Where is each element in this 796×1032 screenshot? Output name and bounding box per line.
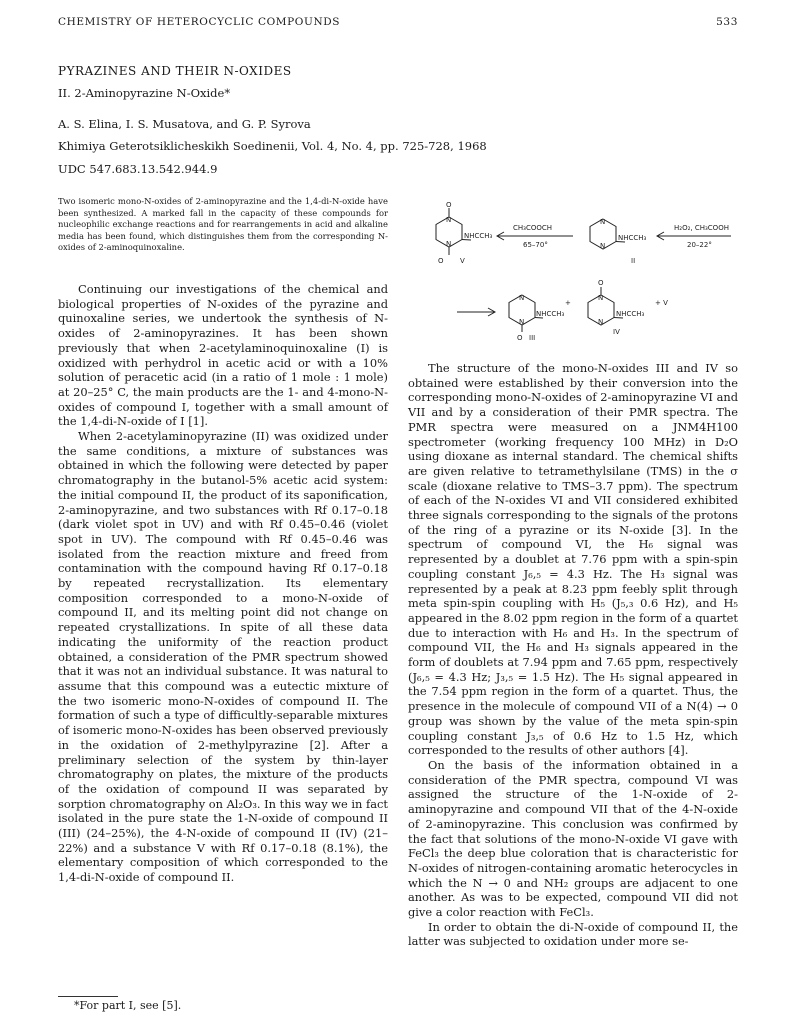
nitrogen-IV-1: N xyxy=(598,294,604,302)
label-II: II xyxy=(631,257,636,265)
arrow1-reagent: CH₃COOCH xyxy=(513,224,553,232)
nitrogen-II-4: N xyxy=(600,242,606,250)
arrow1-condition: 65–70° xyxy=(523,241,548,249)
reaction-scheme xyxy=(405,200,740,358)
running-head xyxy=(58,16,738,28)
nitrogen-V-1: N xyxy=(446,216,452,224)
article-subtitle: II. 2-Aminopyrazine N-Oxide* xyxy=(58,86,231,100)
substituent-IV: NHCCH₃ xyxy=(616,310,645,318)
plus-V: + V xyxy=(655,299,668,307)
body-column-right xyxy=(408,361,738,1015)
nitrogen-II-1: N xyxy=(600,218,606,226)
arrow2-reagent: H₂O₂, CH₃COOH xyxy=(674,224,729,232)
plus-sign: + xyxy=(565,299,571,307)
oxide-o-V-top: O xyxy=(446,201,452,209)
substituent-II: NHCCH₃ xyxy=(618,234,647,242)
nitrogen-IV-4: N xyxy=(598,318,604,326)
article-title: PYRAZINES AND THEIR N-OXIDES xyxy=(58,64,292,78)
paragraph: Continuing our investigations of the chemical and biological properties of N-oxides of the pyrazine and quinoxaline series, we undertook the synthesis of N-oxides of 2-aminopyrazines. It has been shown previously that when 2-acetylaminoquinoxaline (I) is oxidized with perhydrol in acetic acid or with a 10% solution of peracetic acid (in a ratio of 1 mole : 1 mole) at 20–25° C, the main products are the 1- and 4-mono-N-oxides of compound I, together with a small amount of the 1,4-di-N-oxide of I [1]. xyxy=(58,282,388,429)
oxide-o-III: O xyxy=(517,334,523,342)
substituent-V: NHCCH₃ xyxy=(464,232,493,240)
label-III: III xyxy=(529,334,536,342)
abstract: Two isomeric mono-N-oxides of 2-aminopyrazine and the 1,4-di-N-oxide have been synthesized. A marked fall in the capacity of these compounds for nucleophilic exchange reactions and for rearrangements in acid and alkaline media has been found, which distinguishes them from the corresponding N-oxides of 2-aminoquinoxaline. xyxy=(58,196,388,253)
udc-code: UDC 547.683.13.542.944.9 xyxy=(58,162,218,176)
footnote: *For part I, see [5]. xyxy=(74,999,182,1012)
authors: A. S. Elina, I. S. Musatova, and G. P. Syrova xyxy=(58,117,311,131)
page-number: 533 xyxy=(716,16,738,28)
arrow2-condition: 20–22° xyxy=(687,241,712,249)
label-V: V xyxy=(460,257,465,265)
body-column-left xyxy=(58,282,388,885)
oxide-o-V-bottom: O xyxy=(438,257,444,265)
substituent-III: NHCCH₃ xyxy=(536,310,565,318)
oxide-o-IV: O xyxy=(598,279,604,287)
paragraph: On the basis of the information obtained in a consideration of the PMR spectra, compound VI was assigned the structure of the 1-N-oxide of 2-aminopyrazine and compound VII that of the 4-N-oxide of 2-aminopyrazine. This conclusion was confirmed by the fact that solutions of the mono-N-oxide VI gave with FeCl₃ the deep blue coloration that is characteristic for N-oxides of nitrogen-containing aromatic heterocycles in which the N → 0 and NH₂ groups are adjacent to one another. As was to be expected, compound VII did not give a color reaction with FeCl₃. xyxy=(408,757,738,920)
paragraph: In order to obtain the di-N-oxide of compound II, the latter was subjected to oxidation under more se- xyxy=(408,919,738,949)
nitrogen-III-4: N xyxy=(519,318,525,326)
label-IV: IV xyxy=(613,328,620,336)
paragraph: When 2-acetylaminopyrazine (II) was oxidized under the same conditions, a mixture of substances was obtained in which the following were detected by paper chromatography in the butanol-5% acetic acid system: the initial compound II, the product of its saponification, 2-aminopyrazine, and two substances with Rf 0.17–0.18 (dark violet spot in UV) and with Rf 0.45–0.46 (violet spot in UV). The compound with Rf 0.45–0.46 was isolated from the reaction mixture and freed from contamination with the compound having Rf 0.17–0.18 by repeated recrystallization. Its elementary composition corresponded to a mono-N-oxide of compound II, and its melting point did not change on repeated crystallizations. In spite of all these data indicating the uniformity of the reaction product obtained, a consideration of the PMR spectrum showed that it was not an individual substance. It was natural to assume that this compound was a eutectic mixture of the two isomeric mono-N-oxides of compound II. The formation of such a type of difficultly-separable mixtures of isomeric mono-N-oxides has been observed previously in the oxidation of 2-methylpyrazine [2]. After a preliminary selection of the system by thin-layer chromatography on plates, the mixture of the products of the oxidation of compound II was separated by sorption chromatography on Al₂O₃. In this way we in fact isolated in the pure state the 1-N-oxide of compound II (III) (24–25%), the 4-N-oxide of compound II (IV) (21–22%) and a substance V with Rf 0.17–0.18 (8.1%), the elementary composition of which corresponded to the 1,4-di-N-oxide of compound II. xyxy=(58,429,388,885)
nitrogen-III-1: N xyxy=(519,294,525,302)
paragraph: The structure of the mono-N-oxides III and IV so obtained were established by their conversion into the corresponding mono-N-oxides of 2-aminopyrazine VI and VII and by a consideration of their PMR spectra. The PMR spectra were measured on a JNM4H100 spectrometer (working frequency 100 MHz) in D₂O using dioxane as internal standard. The chemical shifts are given relative to tetramethylsilane (TMS) in the σ scale (dioxane relative to TMS–3.7 ppm). The spectrum of each of the N-oxides VI and VII considered exhibited three signals corresponding to the signals of the protons of the ring of a pyrazine or its N-oxide [3]. In the spectrum of compound VI, the H₆ signal was represented by a doublet at 7.76 ppm with a spin-spin coupling constant J₆,₅ = 4.3 Hz. The H₃ signal was represented by a peak at 8.23 ppm feebly split through meta spin-spin coupling with H₅ (J₅,₃ 0.6 Hz), and H₅ appeared in the 8.02 ppm region in the form of a quartet due to interaction with H₆ and H₃. In the spectrum of compound VII, the H₆ and H₃ signals appeared in the form of doublets at 7.94 ppm and 7.65 ppm, respectively (J₆,₅ = 4.3 Hz; J₃,₅ = 1.5 Hz). The H₅ signal appeared in the 7.54 ppm region in the form of a quartet. Thus, the presence in the molecule of compound VII of a N(4) → 0 group was shown by the value of the meta spin-spin coupling constant J₃,₅ of 0.6 Hz to 1.5 Hz, which corresponded to the results of other authors [4]. xyxy=(408,361,738,758)
footnote-rule xyxy=(58,996,118,997)
journal-name: CHEMISTRY OF HETEROCYCLIC COMPOUNDS xyxy=(58,16,341,28)
journal-reference: Khimiya Geterotsiklicheskikh Soedinenii, Vol. 4, No. 4, pp. 725-728, 1968 xyxy=(58,139,487,153)
nitrogen-V-4: N xyxy=(446,240,452,248)
